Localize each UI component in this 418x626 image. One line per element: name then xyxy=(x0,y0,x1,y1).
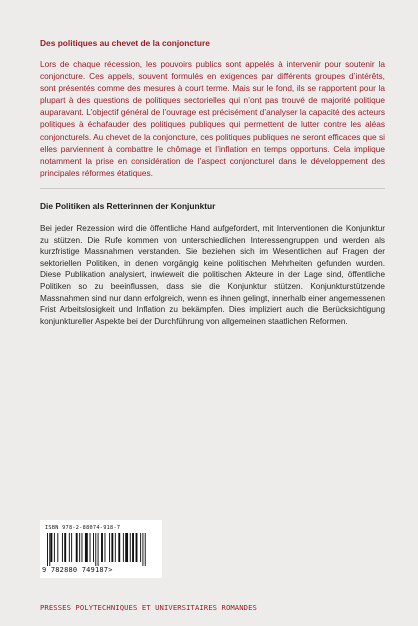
barcode-digits: 9 782880 749187> xyxy=(42,566,113,574)
french-title: Des politiques au chevet de la conjoncture xyxy=(40,38,210,48)
german-title: Die Politiken als Retterinnen der Konjunktur xyxy=(40,200,216,211)
barcode-bars xyxy=(45,533,157,566)
german-blurb: Bei jeder Rezession wird die öffentliche Hand aufgefordert, mit Interventionen die Konjunktur zu stützen. Die Rufe kommen von unterschiedlichen Interessengruppen und werden als kurzfristige Massnahmen verstanden. Sie beziehen sich im Wesentlichen auf Fragen der sektoriellen Politiken, in denen vorgängig keine politischen Mehrheiten gefunden wurden. Diese Publikation analysiert, inwieweit die politischen Akteure in der Lage sind, öffentliche Politiken so zu beeinflussen, dass sie die Konjunktur stützen. Konjunkturstützende Massnahmen sind nur dann erfolgreich, wenn es ihnen gelingt, innerhalb einer angemessenen Frist Arbeitslosigkeit und Inflation zu bekämpfen. Dies impliziert auch die Berücksichtigung konjunktureller Aspekte bei der Durchführung von allgemeinen staatlichen Reformen. xyxy=(40,223,385,326)
isbn-label: ISBN 978-2-88074-918-7 xyxy=(45,525,121,531)
cover-text-block xyxy=(40,38,385,327)
publisher-name: PRESSES POLYTECHNIQUES ET UNIVERSITAIRES ROMANDES xyxy=(40,603,257,612)
french-blurb: Lors de chaque récession, les pouvoirs publics sont appelés à intervenir pour soutenir la conjoncture. Ces appels, souvent formulés en exigences par différents groupes d’intérêts, sont présentés comme des mesures à court terme. Mais sur le fond, ils se rapportent pour la plupart à des questions de politiques sectorielles qui n’ont pas trouvé de majorité politique auparavant. L’objectif général de l’ouvrage est précisément d’analyser la capacité des acteurs politiques à échafauder des politiques publiques qui permettent de lutter contre les aléas conjoncturels. Au chevet de la conjoncture, ces politiques publiques ne seront efficaces que si elles parviennent à combattre le chômage et l’inflation en temps opportuns. Cela implique notamment la prise en considération de l’aspect conjoncturel dans le développement des principales réformes étatiques. xyxy=(40,59,385,178)
isbn-barcode xyxy=(40,520,162,578)
section-divider xyxy=(40,188,385,189)
